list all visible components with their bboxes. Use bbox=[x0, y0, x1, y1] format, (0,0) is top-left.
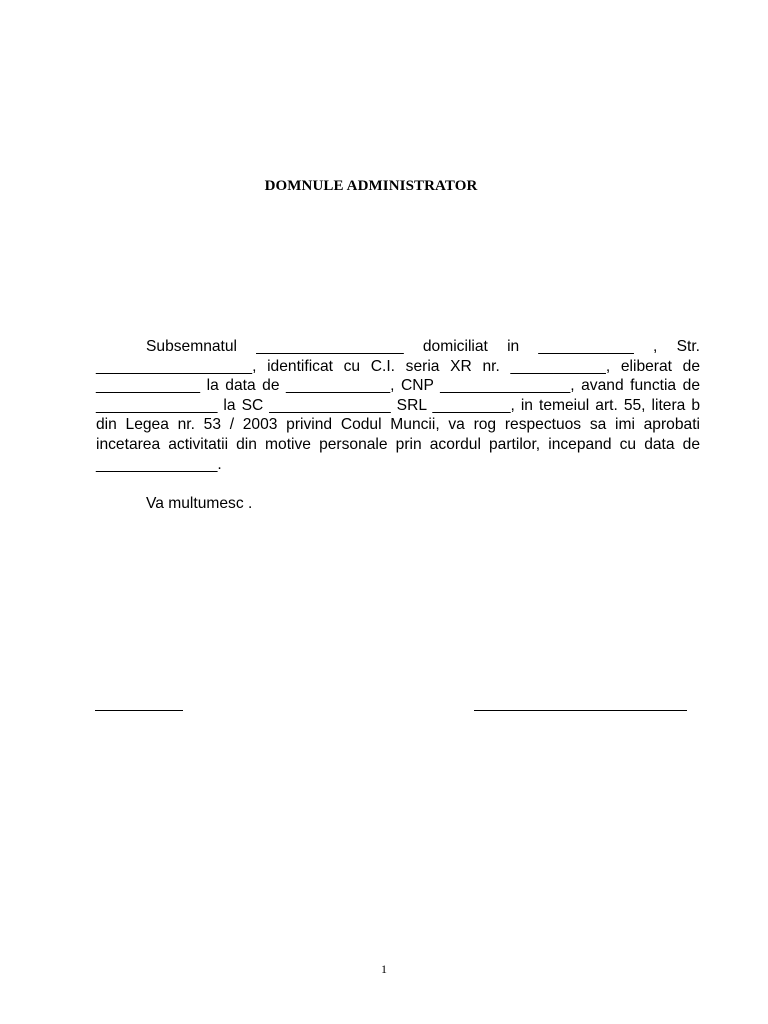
request-paragraph: Subsemnatul _________________ domiciliat in ___________ , Str. __________________, identificat cu C.I. seria XR nr. ___________, eliberat de ____________ la data de ____________, CNP _______________, avand functia de ______________ la SC ______________ SRL _________, in temeiul art. 55, litera b din Legea nr. 53 / 2003 privind Codul Muncii, va rog respectuos sa imi aprobati incetarea activitatii din motive personale prin acordul partilor, incepand cu data de ______________. bbox=[96, 338, 700, 473]
page-number: 1 bbox=[381, 962, 387, 976]
document-title: DOMNULE ADMINISTRATOR bbox=[264, 178, 478, 194]
date-signature-line bbox=[95, 710, 183, 711]
signature-line bbox=[474, 710, 687, 711]
closing-line: Va multumesc . bbox=[146, 495, 253, 512]
